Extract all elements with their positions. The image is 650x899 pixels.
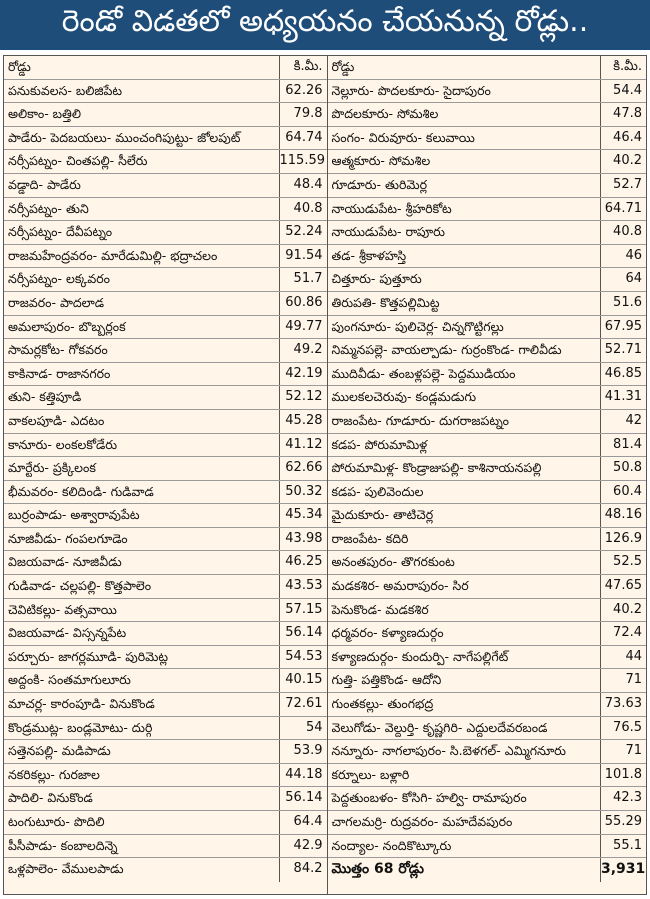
road-name: గుత్తి- పత్తికొండ- ఆదోని: [331, 672, 442, 688]
table-row: [328, 504, 647, 528]
road-name: గుడివాడ- చల్లపల్లి- కొత్తపాలెం: [8, 578, 152, 594]
table-row: [4, 386, 327, 410]
road-km: 40.2: [600, 599, 646, 622]
road-name: మడకశిర- అమరాపురం- సిర: [331, 578, 469, 594]
road-name: వెలుగోడు- వెల్దుర్తి- కృష్ణగిరి- ఎద్దులదేవరబండ: [331, 719, 548, 735]
table-row: [328, 457, 647, 481]
road-km: 42.19: [279, 363, 327, 386]
road-name: ధర్మవరం- కళ్యాణదుర్గం: [331, 625, 444, 641]
road-km: 40.2: [600, 150, 646, 173]
table-row: [4, 787, 327, 811]
road-km: 64: [600, 268, 646, 291]
road-name: మాచర్ల- కారంపూడి- వినుకొండ: [8, 696, 155, 712]
road-km: 64.74: [279, 127, 327, 150]
table-row: [4, 127, 327, 151]
table-row: [328, 174, 647, 198]
road-km: 52.71: [600, 339, 646, 362]
table-row: [4, 646, 327, 670]
road-km: 60.4: [600, 481, 646, 504]
road-name: నర్సీపట్నం- లక్కవరం: [8, 271, 111, 287]
road-km: 84.2: [279, 858, 327, 882]
table-row: [4, 599, 327, 623]
road-name: కడప- పులివెందుల: [331, 483, 424, 499]
road-name: పర్చూరు- జాగర్లమూడి- పురిమెట్ల: [8, 648, 169, 664]
road-km: 48.16: [600, 504, 646, 527]
road-km: 46.4: [600, 127, 646, 150]
table-header: [4, 56, 327, 80]
road-name: మార్టేరు- ప్రక్కిలంక: [8, 460, 96, 476]
road-km: 51.7: [279, 268, 327, 291]
road-name: నాయుడుపేట- శ్రీహరికోట: [331, 200, 452, 216]
road-km: 40.15: [279, 669, 327, 692]
road-km: 53.9: [279, 740, 327, 763]
road-name: నిమ్మనపల్లె- వాయల్పాడు- గుర్రంకొండ- గాలివీడు: [331, 342, 562, 358]
road-name: నాయుడుపేట- రాపూరు: [331, 224, 445, 240]
road-name: అనంతపురం- తొగరకుంట: [331, 554, 455, 570]
table-row: [4, 174, 327, 198]
road-km: 101.8: [600, 764, 646, 787]
road-km: 52.7: [600, 174, 646, 197]
road-km: 42.9: [279, 835, 327, 858]
road-km: 51.6: [600, 292, 646, 315]
road-name: రాజంపేట- కదిరి: [331, 530, 409, 546]
road-name: రాజమహేంద్రవరం- మారేడుమిల్లి- భద్రాచలం: [8, 247, 218, 263]
road-km: 41.12: [279, 434, 327, 457]
right-column: [328, 56, 647, 894]
road-km: 76.5: [600, 717, 646, 740]
road-name: నకరికల్లు- గురజాల: [8, 766, 100, 782]
road-name: గూడూరు- తురిమెర్ల: [331, 176, 428, 192]
road-name: విజయవాడ- నూజివీడు: [8, 554, 122, 570]
road-name: పొదలకూరు- సోమశిల: [331, 106, 439, 122]
table-row: [4, 80, 327, 104]
table-row: [328, 740, 647, 764]
road-km: 115.59: [279, 150, 327, 173]
table-row: [4, 740, 327, 764]
table-row: [328, 669, 647, 693]
road-name: మైదుకూరు- తాటిచెర్ల: [331, 507, 434, 523]
road-name: కానూరు- లంకలకోడేరు: [8, 436, 118, 452]
table-row: [328, 316, 647, 340]
road-name: తిరుపతి- కొత్తపల్లిమిట్ట: [331, 294, 440, 310]
road-name: నర్సీపట్నం- చింతపల్లి- సీలేరు: [8, 153, 148, 169]
road-km: 81.4: [600, 434, 646, 457]
road-km: 3,931: [600, 858, 646, 882]
road-km: 64.4: [279, 811, 327, 834]
table-row: [328, 693, 647, 717]
road-name: భీమవరం- కలిదిండి- గుడివాడ: [8, 483, 154, 499]
table-row: [4, 764, 327, 788]
road-km: 49.77: [279, 316, 327, 339]
road-km: 49.2: [279, 339, 327, 362]
road-name: అమలాపురం- బొబ్బర్లంక: [8, 318, 126, 334]
table-row: [4, 528, 327, 552]
table-row: [4, 811, 327, 835]
road-name: పెద్దతుంబళం- కోసిగి- హల్వి- రామాపురం: [331, 790, 527, 806]
road-km: 72.61: [279, 693, 327, 716]
road-km: 79.8: [279, 103, 327, 126]
table-row: [328, 221, 647, 245]
table-row: [4, 504, 327, 528]
table-row: [328, 764, 647, 788]
road-name: కొండ్రముట్ల- బండ్లమోటు- దుర్గి: [8, 719, 153, 735]
header-road: రోడ్డు: [8, 59, 31, 74]
road-name: ములకలచెరువు- కండ్లమడుగు: [331, 389, 477, 405]
table-row: [328, 80, 647, 104]
road-km: 46.25: [279, 551, 327, 574]
road-km: 52.12: [279, 386, 327, 409]
road-name: అద్దంకి- సంతమాగులూరు: [8, 672, 131, 688]
table-row: [4, 198, 327, 222]
table-row: [328, 528, 647, 552]
road-km: 57.15: [279, 599, 327, 622]
road-name: చాగలమర్రి- రుద్రవరం- మహదేవపురం: [331, 814, 513, 829]
road-name: పాదిలి- వినుకొండ: [8, 790, 93, 806]
road-km: 71: [600, 740, 646, 763]
road-name: ఆత్మకూరు- సోమశిల: [331, 153, 431, 169]
road-name: సంగం- విరువూరు- కలువాయి: [331, 129, 475, 145]
road-name: చెవిటికల్లు- వత్సవాయి: [8, 601, 117, 617]
road-km: 41.31: [600, 386, 646, 409]
table-row: [328, 646, 647, 670]
page-title: రెండో విడతలో అధ్యయనం చేయనున్న రోడ్లు..: [0, 0, 650, 50]
road-km: 43.53: [279, 575, 327, 598]
road-km: 48.4: [279, 174, 327, 197]
table-row: [4, 575, 327, 599]
road-name: నూజివీడు- గంపలగూడెం: [8, 530, 128, 546]
road-name: మొత్తం 68 రోడ్లు: [331, 861, 424, 878]
road-name: నర్సీపట్నం- దేవీపట్నం: [8, 224, 113, 240]
road-name: నన్నూరు- నాగలాపురం- సి.బెళగల్- ఎమ్మిగనూరు: [331, 743, 566, 759]
table-row: [328, 787, 647, 811]
table-row: [4, 858, 327, 882]
road-km: 72.4: [600, 622, 646, 645]
road-name: నెల్లూరు- పొదలకూరు- సైదాపురం: [331, 82, 491, 98]
table-row: [4, 551, 327, 575]
left-column: [4, 56, 328, 894]
road-name: పుంగనూరు- పులిచెర్ల- చిన్నగొట్టిగల్లు: [331, 318, 504, 334]
road-name: తడ- శ్రీకాళహస్తి: [331, 247, 407, 263]
road-km: 62.26: [279, 80, 327, 103]
road-name: తుని- కత్తిపూడి: [8, 389, 82, 405]
table-row: [328, 551, 647, 575]
road-km: 50.32: [279, 481, 327, 504]
road-name: వడ్డాది- పాడేరు: [8, 176, 81, 192]
total-row: [328, 858, 647, 882]
road-name: ఒళ్లపాలెం- వేములపాడు: [8, 861, 124, 877]
road-km: 50.8: [600, 457, 646, 480]
table-row: [4, 693, 327, 717]
header-road: రోడ్డు: [331, 59, 355, 74]
road-km: 45.34: [279, 504, 327, 527]
road-km: 73.63: [600, 693, 646, 716]
table-row: [4, 481, 327, 505]
road-km: 91.54: [279, 245, 327, 268]
road-name: అలికాం- బత్తిలి: [8, 106, 81, 122]
road-km: 42: [600, 410, 646, 433]
road-km: 126.9: [600, 528, 646, 551]
table-row: [4, 410, 327, 434]
road-name: నంద్యాల- నందికొట్కూరు: [331, 837, 452, 853]
road-km: 45.28: [279, 410, 327, 433]
road-km: 46: [600, 245, 646, 268]
table-row: [4, 835, 327, 859]
road-name: పనుకువలస- బలిజిపేట: [8, 82, 123, 98]
road-name: నర్సీపట్నం- తుని: [8, 200, 89, 216]
road-name: టంగుటూరు- పొదిలి: [8, 814, 105, 829]
table-row: [328, 717, 647, 741]
table-row: [328, 363, 647, 387]
road-name: కర్నూలు- బళ్లారి: [331, 766, 410, 782]
table-row: [328, 599, 647, 623]
table-row: [4, 339, 327, 363]
road-km: 54: [279, 717, 327, 740]
road-km: 60.86: [279, 292, 327, 315]
road-name: విజయవాడ- విస్సన్నపేట: [8, 625, 127, 641]
road-name: కళ్యాణదుర్గం- కుందుర్పి- నాగేపల్లిగేట్: [331, 648, 509, 664]
road-name: వాకలపూడి- ఎదటం: [8, 412, 105, 428]
table-row: [4, 363, 327, 387]
table-row: [328, 622, 647, 646]
table-row: [4, 103, 327, 127]
road-km: 44.18: [279, 764, 327, 787]
table-row: [328, 575, 647, 599]
table-row: [4, 150, 327, 174]
table-row: [4, 717, 327, 741]
road-km: 40.8: [600, 221, 646, 244]
road-km: 52.24: [279, 221, 327, 244]
road-km: 44: [600, 646, 646, 669]
table-row: [328, 386, 647, 410]
table-row: [328, 245, 647, 269]
road-km: 62.66: [279, 457, 327, 480]
table-row: [4, 268, 327, 292]
table-row: [328, 339, 647, 363]
table-row: [4, 245, 327, 269]
road-name: రాజవరం- పాదలాడ: [8, 294, 105, 310]
road-name: చిత్తూరు- పుత్తూరు: [331, 271, 422, 287]
road-km: 54.53: [279, 646, 327, 669]
road-name: పెనుకొండ- మడకశిర: [331, 601, 429, 617]
table-header: [328, 56, 647, 80]
road-name: ముదివీడు- తంబళ్లపల్లె- పెద్దముడియం: [331, 365, 516, 381]
road-km: 52.5: [600, 551, 646, 574]
road-km: 55.29: [600, 811, 646, 834]
table-row: [328, 127, 647, 151]
table-row: [4, 316, 327, 340]
road-km: 55.1: [600, 835, 646, 858]
road-km: 64.71: [600, 198, 646, 221]
header-km: కి.మీ.: [600, 56, 646, 79]
road-km: 67.95: [600, 316, 646, 339]
road-km: 56.14: [279, 622, 327, 645]
road-name: పాడేరు- పెదబయలు- ముంచంగిపుట్టు- జోలపుట్: [8, 129, 241, 145]
road-km: 71: [600, 669, 646, 692]
road-km: 47.8: [600, 103, 646, 126]
road-km: 47.65: [600, 575, 646, 598]
table-row: [328, 150, 647, 174]
road-name: పోరుమామిళ్ల- కొండ్రాజుపల్లి- కాశినాయనపల్లి: [331, 460, 542, 476]
road-name: కడప- పోరుమామిళ్ల: [331, 436, 428, 452]
table-row: [328, 835, 647, 859]
table-row: [4, 434, 327, 458]
table-row: [328, 103, 647, 127]
road-name: కాకినాడ- రాజానగరం: [8, 365, 111, 381]
table-row: [4, 221, 327, 245]
road-name: సామర్లకోట- గోకవరం: [8, 342, 108, 358]
table-row: [4, 292, 327, 316]
road-name: రాజంపేట- గూడూరు- దుగరాజపట్నం: [331, 412, 509, 428]
table-row: [328, 268, 647, 292]
road-km: 56.14: [279, 787, 327, 810]
road-km: 54.4: [600, 80, 646, 103]
road-name: బుర్రంపాడు- అశ్వారావుపేట: [8, 507, 140, 523]
road-km: 42.3: [600, 787, 646, 810]
header-km: కి.మీ.: [279, 56, 327, 79]
table-row: [328, 434, 647, 458]
table-row: [4, 622, 327, 646]
table-row: [328, 811, 647, 835]
road-km: 43.98: [279, 528, 327, 551]
road-name: పీసీపాడు- కంబాలదిన్నె: [8, 837, 118, 853]
table-row: [4, 669, 327, 693]
table-row: [328, 481, 647, 505]
roads-table: [3, 55, 647, 895]
road-km: 40.8: [279, 198, 327, 221]
road-km: 46.85: [600, 363, 646, 386]
table-row: [328, 410, 647, 434]
table-row: [328, 292, 647, 316]
road-name: సత్తెనపల్లి- మడిపాడు: [8, 743, 111, 759]
table-row: [4, 457, 327, 481]
road-name: గుంతకల్లు- తుంగభద్ర: [331, 696, 434, 712]
table-row: [328, 198, 647, 222]
